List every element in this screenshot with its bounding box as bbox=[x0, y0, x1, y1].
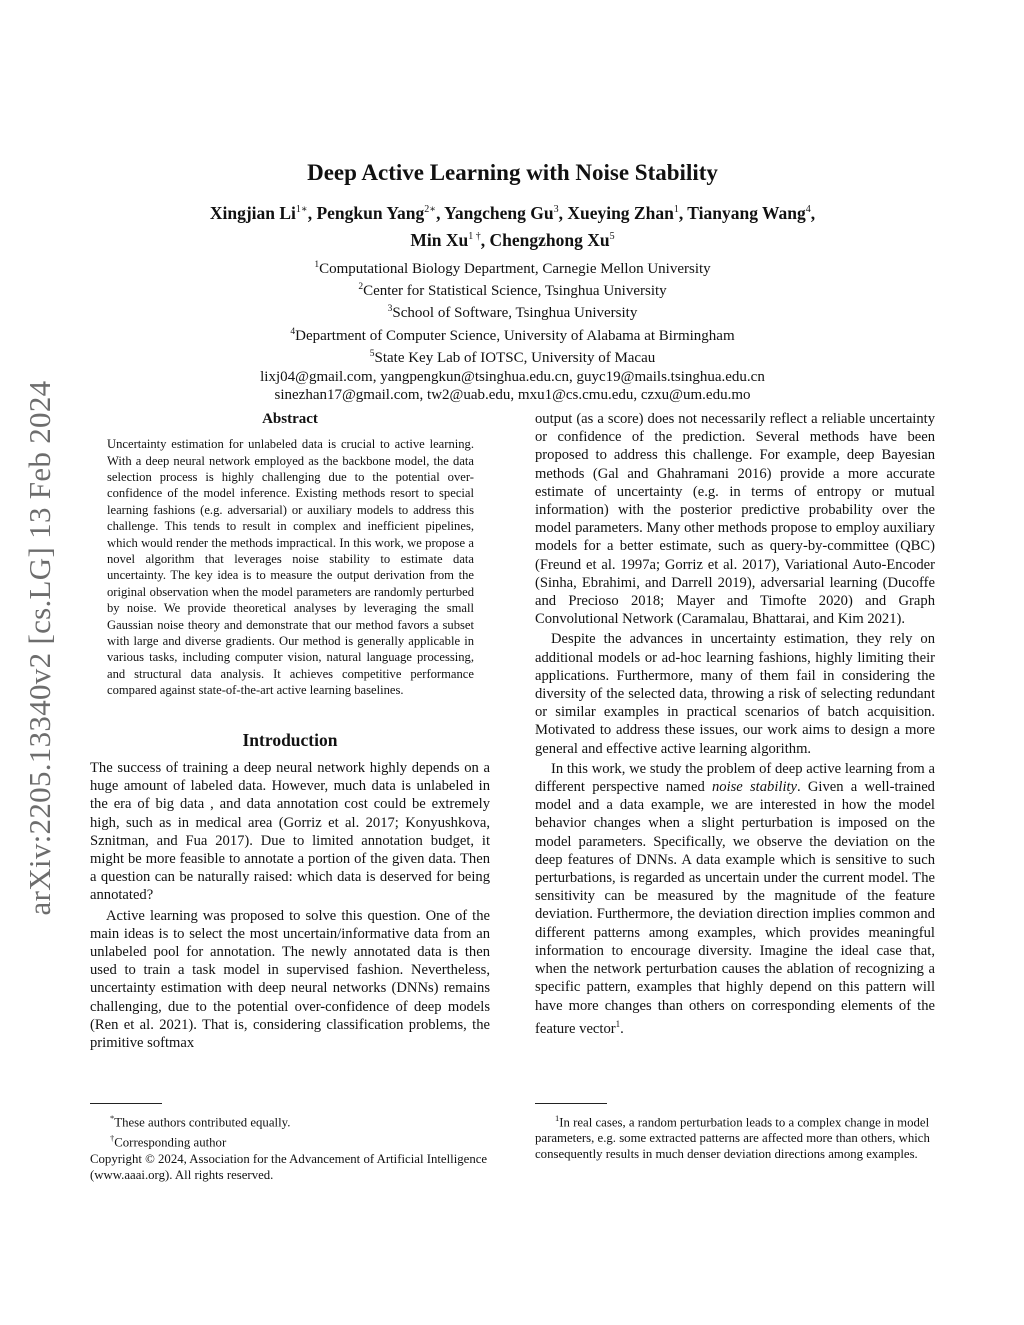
footnote-text: In real cases, a random perturbation leads to a complex change in model parameters, e.g. some extracted patterns are affected more than others, which consequently results in much denser deviation directions among examples. bbox=[535, 1115, 930, 1162]
paragraph-text: In this work, we study the problem of deep active learning from a different perspective named bbox=[535, 760, 935, 796]
right-paragraph-3 bbox=[535, 760, 935, 1038]
left-footnotes bbox=[90, 1103, 490, 1183]
footnote-text: Corresponding author bbox=[114, 1135, 227, 1150]
affiliation-marker: 4 bbox=[290, 326, 296, 337]
affiliation-marker: 2 bbox=[358, 282, 364, 293]
affiliation-marker: 5 bbox=[369, 349, 375, 360]
author-marker: 4 bbox=[805, 204, 811, 215]
footnote-marker: † bbox=[110, 1133, 115, 1144]
emphasis-noise-stability: noise stability bbox=[711, 779, 798, 796]
author-separator: , bbox=[307, 202, 317, 223]
author-marker: 1 † bbox=[468, 230, 481, 242]
author-marker: 5 bbox=[609, 230, 615, 242]
author-name: Pengkun Yang bbox=[316, 202, 425, 223]
left-column bbox=[90, 410, 490, 1052]
author-separator: , bbox=[480, 229, 490, 250]
author-name: Min Xu bbox=[410, 229, 469, 250]
arxiv-sidebar-stamp bbox=[20, 356, 60, 941]
author-separator: , bbox=[436, 202, 445, 223]
affiliation bbox=[90, 345, 935, 367]
copyright-notice: Copyright © 2024, Association for the Advancement of Artificial Intelligence (www.aaai.org). All rights reserved. bbox=[90, 1151, 488, 1182]
affiliation bbox=[90, 300, 935, 322]
paragraph-text: . Given a well-trained model and a data example, we are interested in how the model behavior changes when a slight perturbation is imposed on the model parameters. Specifically, we observe the deviation on the deep features of DNNs. A data example which is sensitive to such perturbations, is regarded as uncertain under the current model. The sensitivity can be measured by the magnitude of the feature deviation. Furthermore, the deviation direction implies common and different patterns among examples, which provides meaningful information to encourage diversity. Imagine the ideal case that, when the network perturbation causes the ablation of recognizing a specific pattern, examples that highly depend on this pattern will have more changes than others on corresponding elements of the feature vector bbox=[535, 779, 935, 1037]
author-name: Chengzhong Xu bbox=[489, 229, 610, 250]
footnote-marker: * bbox=[110, 1113, 115, 1123]
author-line-1 bbox=[90, 198, 935, 225]
affiliation-marker: 1 bbox=[314, 259, 320, 270]
footnote-ref[interactable]: 1 bbox=[615, 1018, 621, 1029]
intro-paragraph-1: The success of training a deep neural network highly depends on a huge amount of labeled data. However, much data is unlabeled in the era of big data , and data annotation cost could be extremely high, such as in medical area (Gorriz et al. 2017; Konyushkova, Sznitman, and Fua 2017). Due to limited annotation budget, it might be more feasible to annotate a portion of the given data. Then a question can be naturally raised: which data is deserved for being annotated? bbox=[90, 759, 490, 904]
affiliation-list bbox=[90, 256, 935, 405]
right-column bbox=[535, 410, 935, 1038]
affiliation-text: State Key Lab of IOTSC, University of Macau bbox=[374, 350, 656, 367]
footnote-perturbation bbox=[535, 1110, 935, 1162]
paragraph-end: . bbox=[620, 1020, 624, 1037]
affiliation-text: Computational Biology Department, Carnegie Mellon University bbox=[319, 260, 711, 277]
affiliation bbox=[90, 278, 935, 300]
footnote-rule bbox=[535, 1103, 607, 1104]
author-marker: 1∗ bbox=[295, 204, 308, 215]
affiliation-marker: 3 bbox=[387, 304, 393, 315]
author-line-2 bbox=[90, 225, 935, 252]
author-marker: 3 bbox=[553, 204, 559, 215]
footnote-text: These authors contributed equally. bbox=[114, 1115, 291, 1130]
author-separator: , bbox=[558, 202, 568, 223]
affiliation bbox=[90, 323, 935, 345]
affiliation bbox=[90, 256, 935, 278]
intro-paragraph-2: Active learning was proposed to solve this question. One of the main ideas is to select the most uncertain/informative data from an unlabeled pool for annotation. The newly annotated data is then used to train a task model in supervised fashion. Nevertheless, uncertainty estimation with deep neural networks (DNNs) remains challenging, due to the potential over-confidence of deep models (Ren et al. 2021). That is, considering classification problems, the primitive softmax bbox=[90, 907, 490, 1051]
abstract-text: Uncertainty estimation for unlabeled data is crucial to active learning. With a deep neural network employed as the backbone model, the data selection process is highly challenging due to the potential over-confidence of the model inference. Existing methods resort to special learning fashions (e.g. adversarial) or auxiliary models to address this challenge. This tends to result in complex and inefficient pipelines, which would render the methods impractical. In this work, we propose a novel algorithm that leverages noise stability to estimate data uncertainty. The key idea is to measure the output derivation from the original observation when the model parameters are randomly perturbed by noise. We provide theoretical analyses by leveraging the small Gaussian noise theory and demonstrate that our method favors a subset with large and diverse gradients. Our method is generally applicable in various tasks, including computer vision, natural language processing, and structural data analysis. It achieves competitive performance compared against state-of-the-art active learning baselines. bbox=[107, 437, 474, 698]
author-marker: 2∗ bbox=[424, 204, 437, 215]
author-name: Xueying Zhan bbox=[567, 202, 674, 223]
email-line: sinezhan17@gmail.com, tw2@uab.edu, mxu1@cs.cmu.edu, czxu@um.edu.mo bbox=[274, 387, 751, 404]
footnote-equal-contribution bbox=[90, 1110, 490, 1130]
footnote-rule bbox=[90, 1103, 162, 1104]
affiliation-text: School of Software, Tsinghua University bbox=[392, 305, 638, 322]
arxiv-id-label: arXiv:2205.13340v2 [cs.LG] 13 Feb 2024 bbox=[22, 380, 57, 916]
affiliation-text: Center for Statistical Science, Tsinghua University bbox=[363, 283, 667, 300]
abstract-heading: Abstract bbox=[262, 411, 318, 427]
author-name: Yangcheng Gu bbox=[444, 202, 554, 223]
right-paragraph-2: Despite the advances in uncertainty estimation, they rely on additional models or ad-hoc learning fashions, highly limiting their applications. Furthermore, many of them fail in considering the diversity of the selected data, throwing a risk of selecting redundant or similar examples in practical scenarios of batch acquisition. Motivated to address these issues, our work aims to design a more general and effective active learning algorithm. bbox=[535, 631, 935, 757]
footnote-corresponding bbox=[90, 1130, 490, 1150]
author-separator: , bbox=[810, 202, 816, 223]
right-footnotes bbox=[535, 1103, 935, 1162]
author-name: Xingjian Li bbox=[209, 202, 296, 223]
author-list bbox=[90, 198, 935, 252]
author-name: Tianyang Wang bbox=[687, 202, 806, 223]
introduction-heading: Introduction bbox=[242, 729, 338, 750]
affiliation-text: Department of Computer Science, University of Alabama at Birmingham bbox=[295, 327, 735, 344]
paper-title: Deep Active Learning with Noise Stability bbox=[307, 160, 718, 185]
email-line: lixj04@gmail.com, yangpengkun@tsinghua.edu.cn, guyc19@mails.tsinghua.edu.cn bbox=[260, 368, 765, 385]
author-separator: , bbox=[678, 202, 688, 223]
right-paragraph-1: output (as a score) does not necessarily reflect a reliable uncertainty or confidence of the prediction. Several methods have been proposed to address this challenge. For example, deep Bayesian methods (Gal and Ghahramani 2016) provide a more accurate estimate of uncertainty (e.g. in terms of entropy or mutual information) with the posterior predictive probability over the model parameters. Many other methods propose to employ auxiliary models for a better estimate, such as query-by-committee (QBC) (Freund et al. 1997a; Gorriz et al. 2017), Variational Auto-Encoder (Sinha, Ebrahimi, and Darrell 2019), adversarial learning (Ducoffe and Precioso 2018; Mayer and Timofte 2020) and Graph Convolutional Network (Caramalau, Bhattarai, and Kim 2021). bbox=[535, 411, 936, 628]
paper-header bbox=[90, 160, 935, 405]
footnote-marker: 1 bbox=[555, 1113, 560, 1123]
author-marker: 1 bbox=[673, 204, 679, 215]
